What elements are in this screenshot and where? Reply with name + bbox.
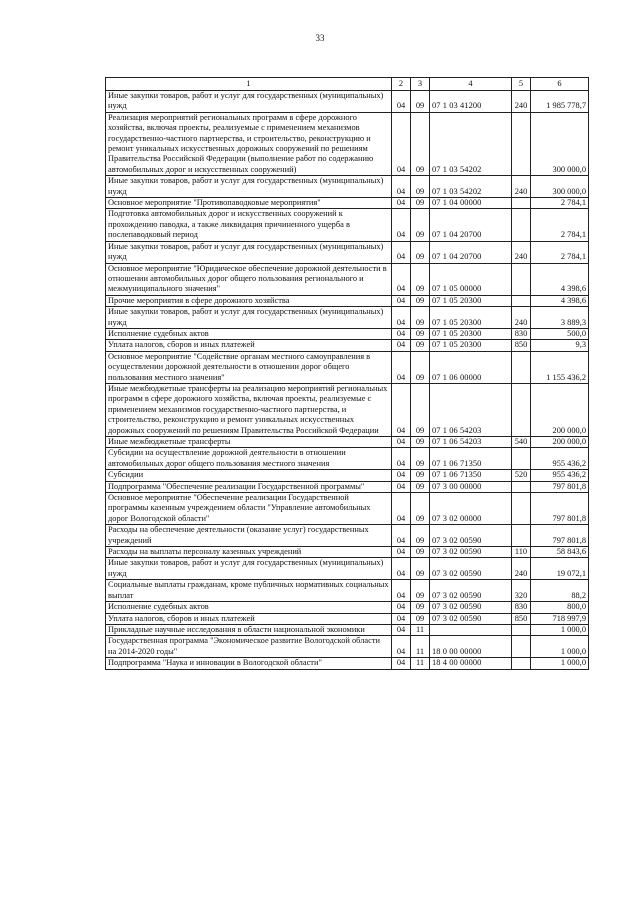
row-expense-type-code: 240 — [512, 241, 531, 263]
row-expense-type-code — [512, 351, 531, 383]
row-target-article-code: 07 3 02 00590 — [430, 547, 512, 558]
row-expense-type-code: 240 — [512, 558, 531, 580]
row-section-code: 04 — [392, 636, 411, 658]
row-description: Расходы на обеспечение деятельности (оказание услуг) государственных учреждений — [106, 525, 392, 547]
table-row — [106, 602, 589, 613]
row-expense-type-code — [512, 448, 531, 470]
row-subsection-code: 11 — [411, 658, 430, 669]
row-subsection-code: 09 — [411, 307, 430, 329]
row-subsection-code: 09 — [411, 176, 430, 198]
table-row — [106, 209, 589, 241]
table-row — [106, 613, 589, 624]
row-amount: 1 000,0 — [531, 636, 589, 658]
row-amount: 797 801,8 — [531, 525, 589, 547]
table-row — [106, 295, 589, 306]
row-subsection-code: 09 — [411, 613, 430, 624]
row-subsection-code: 09 — [411, 263, 430, 295]
row-section-code: 04 — [392, 470, 411, 481]
row-subsection-code: 09 — [411, 340, 430, 351]
row-expense-type-code: 320 — [512, 580, 531, 602]
row-subsection-code: 11 — [411, 624, 430, 635]
row-target-article-code: 07 1 05 20300 — [430, 340, 512, 351]
header-cell: 4 — [430, 78, 512, 91]
table-row — [106, 437, 589, 448]
row-subsection-code: 09 — [411, 383, 430, 436]
row-description: Социальные выплаты гражданам, кроме публичных нормативных социальных выплат — [106, 580, 392, 602]
row-description: Иные закупки товаров, работ и услуг для государственных (муниципальных) нужд — [106, 91, 392, 113]
row-expense-type-code: 830 — [512, 328, 531, 339]
header-cell: 6 — [531, 78, 589, 91]
row-target-article-code: 07 1 05 20300 — [430, 307, 512, 329]
row-target-article-code: 07 1 03 41200 — [430, 91, 512, 113]
row-description: Иные закупки товаров, работ и услуг для государственных (муниципальных) нужд — [106, 241, 392, 263]
table-row — [106, 470, 589, 481]
row-subsection-code: 09 — [411, 295, 430, 306]
row-target-article-code: 07 3 02 00590 — [430, 602, 512, 613]
row-subsection-code: 09 — [411, 112, 430, 175]
row-expense-type-code — [512, 525, 531, 547]
row-subsection-code: 09 — [411, 602, 430, 613]
table-row — [106, 658, 589, 669]
table-row — [106, 525, 589, 547]
row-expense-type-code — [512, 624, 531, 635]
row-amount: 797 801,8 — [531, 481, 589, 492]
row-description: Основное мероприятие "Противопаводковые мероприятия" — [106, 198, 392, 209]
row-amount: 2 784,1 — [531, 198, 589, 209]
row-amount: 1 985 778,7 — [531, 91, 589, 113]
row-expense-type-code — [512, 198, 531, 209]
row-amount: 797 801,8 — [531, 493, 589, 525]
row-description: Государственная программа "Экономическое развитие Вологодской области на 2014-2020 годы" — [106, 636, 392, 658]
row-amount: 1 000,0 — [531, 658, 589, 669]
row-description: Иные закупки товаров, работ и услуг для государственных (муниципальных) нужд — [106, 558, 392, 580]
row-section-code: 04 — [392, 624, 411, 635]
row-expense-type-code: 850 — [512, 613, 531, 624]
row-description: Основное мероприятие "Юридическое обеспечение дорожной деятельности в отношении автомобильных дорог общего пользования регионального и межмуниципального значения" — [106, 263, 392, 295]
row-expense-type-code — [512, 481, 531, 492]
row-subsection-code: 09 — [411, 351, 430, 383]
row-target-article-code: 07 1 06 71350 — [430, 470, 512, 481]
row-subsection-code: 09 — [411, 558, 430, 580]
row-amount: 9,3 — [531, 340, 589, 351]
table-row — [106, 383, 589, 436]
table-row — [106, 547, 589, 558]
row-expense-type-code — [512, 658, 531, 669]
table-row — [106, 493, 589, 525]
table-row — [106, 580, 589, 602]
row-amount: 300 000,0 — [531, 112, 589, 175]
row-description: Уплата налогов, сборов и иных платежей — [106, 340, 392, 351]
row-target-article-code: 07 1 06 71350 — [430, 448, 512, 470]
row-description: Реализация мероприятий региональных программ в сфере дорожного хозяйства, включая проекты, реализуемые с применением механизмов государственно-частного партнерства, и строительство, реконструкцию и ремонт уникальных искусственных дорожных сооружений по решениям Правительства Российской Федерации (выполнение работ по содержанию автомобильных дорог и искусственных сооружений) — [106, 112, 392, 175]
row-target-article-code — [430, 624, 512, 635]
table-row — [106, 481, 589, 492]
table-row — [106, 558, 589, 580]
row-description: Иные межбюджетные трансферты на реализацию мероприятий региональных программ в сфере дорожного хозяйства, включая проекты, реализуемые с применением механизмов государственно-частного партнерства, и строительство, реконструкцию и ремонт уникальных искусственных дорожных сооружений по решениям Правительства Российской Федерации — [106, 383, 392, 436]
row-amount: 1 000,0 — [531, 624, 589, 635]
row-description: Исполнение судебных актов — [106, 328, 392, 339]
table-row — [106, 112, 589, 175]
row-target-article-code: 07 1 06 54203 — [430, 437, 512, 448]
row-amount: 300 000,0 — [531, 176, 589, 198]
row-expense-type-code — [512, 383, 531, 436]
row-expense-type-code: 850 — [512, 340, 531, 351]
row-section-code: 04 — [392, 295, 411, 306]
row-subsection-code: 09 — [411, 328, 430, 339]
row-amount: 4 398,6 — [531, 295, 589, 306]
row-description: Расходы на выплаты персоналу казенных учреждений — [106, 547, 392, 558]
row-amount: 58 843,6 — [531, 547, 589, 558]
row-description: Исполнение судебных актов — [106, 602, 392, 613]
row-section-code: 04 — [392, 328, 411, 339]
row-section-code: 04 — [392, 481, 411, 492]
row-expense-type-code — [512, 209, 531, 241]
row-amount: 19 072,1 — [531, 558, 589, 580]
row-section-code: 04 — [392, 602, 411, 613]
table-row — [106, 448, 589, 470]
row-expense-type-code — [512, 493, 531, 525]
row-subsection-code: 09 — [411, 547, 430, 558]
table-row — [106, 307, 589, 329]
row-expense-type-code: 240 — [512, 91, 531, 113]
row-subsection-code: 09 — [411, 493, 430, 525]
table-row — [106, 636, 589, 658]
row-target-article-code: 07 3 00 00000 — [430, 481, 512, 492]
table-header-row — [106, 78, 589, 91]
row-target-article-code: 07 1 04 00000 — [430, 198, 512, 209]
table-row — [106, 91, 589, 113]
row-description: Прочие мероприятия в сфере дорожного хозяйства — [106, 295, 392, 306]
row-subsection-code: 09 — [411, 198, 430, 209]
row-section-code: 04 — [392, 437, 411, 448]
row-amount: 4 398,6 — [531, 263, 589, 295]
row-target-article-code: 07 1 05 00000 — [430, 263, 512, 295]
row-section-code: 04 — [392, 112, 411, 175]
row-target-article-code: 07 1 05 20300 — [430, 295, 512, 306]
row-subsection-code: 09 — [411, 580, 430, 602]
row-subsection-code: 09 — [411, 437, 430, 448]
row-subsection-code: 09 — [411, 209, 430, 241]
table-row — [106, 198, 589, 209]
row-section-code: 04 — [392, 176, 411, 198]
table-row — [106, 328, 589, 339]
header-cell: 2 — [392, 78, 411, 91]
row-amount: 200 000,0 — [531, 383, 589, 436]
row-amount: 718 997,9 — [531, 613, 589, 624]
row-section-code: 04 — [392, 547, 411, 558]
row-description: Субсидии — [106, 470, 392, 481]
row-target-article-code: 07 1 06 54203 — [430, 383, 512, 436]
row-expense-type-code — [512, 112, 531, 175]
row-subsection-code: 09 — [411, 525, 430, 547]
row-subsection-code: 09 — [411, 470, 430, 481]
row-section-code: 04 — [392, 613, 411, 624]
row-expense-type-code — [512, 263, 531, 295]
table-row — [106, 263, 589, 295]
row-expense-type-code: 540 — [512, 437, 531, 448]
row-description: Уплата налогов, сборов и иных платежей — [106, 613, 392, 624]
row-section-code: 04 — [392, 351, 411, 383]
table-row — [106, 241, 589, 263]
header-cell: 5 — [512, 78, 531, 91]
row-amount: 800,0 — [531, 602, 589, 613]
row-subsection-code: 09 — [411, 91, 430, 113]
row-target-article-code: 07 3 02 00590 — [430, 613, 512, 624]
row-section-code: 04 — [392, 340, 411, 351]
row-expense-type-code: 240 — [512, 176, 531, 198]
row-subsection-code: 09 — [411, 448, 430, 470]
row-expense-type-code: 830 — [512, 602, 531, 613]
header-cell: 1 — [106, 78, 392, 91]
row-amount: 88,2 — [531, 580, 589, 602]
row-amount: 2 784,1 — [531, 209, 589, 241]
row-description: Подпрограмма "Наука и инновации в Вологодской области" — [106, 658, 392, 669]
row-expense-type-code: 240 — [512, 307, 531, 329]
row-amount: 200 000,0 — [531, 437, 589, 448]
row-section-code: 04 — [392, 580, 411, 602]
row-amount: 3 889,3 — [531, 307, 589, 329]
row-expense-type-code: 520 — [512, 470, 531, 481]
row-section-code: 04 — [392, 493, 411, 525]
row-expense-type-code: 110 — [512, 547, 531, 558]
row-description: Основное мероприятие "Содействие органам местного самоуправления в осуществлении дорожной деятельности в отношении дорог общего пользования местного значения" — [106, 351, 392, 383]
page-number: 33 — [315, 33, 325, 43]
row-amount: 955 436,2 — [531, 470, 589, 481]
row-subsection-code: 11 — [411, 636, 430, 658]
row-section-code: 04 — [392, 307, 411, 329]
table-row — [106, 351, 589, 383]
row-description: Иные закупки товаров, работ и услуг для государственных (муниципальных) нужд — [106, 307, 392, 329]
row-section-code: 04 — [392, 198, 411, 209]
row-section-code: 04 — [392, 448, 411, 470]
row-section-code: 04 — [392, 91, 411, 113]
row-description: Основное мероприятие "Обеспечение реализации Государственной программы казенным учреждением области "Управление автомобильных дорог Вологодской области" — [106, 493, 392, 525]
row-expense-type-code — [512, 295, 531, 306]
row-section-code: 04 — [392, 263, 411, 295]
row-amount: 1 155 436,2 — [531, 351, 589, 383]
row-target-article-code: 07 3 02 00590 — [430, 525, 512, 547]
row-description: Подпрограмма "Обеспечение реализации Государственной программы" — [106, 481, 392, 492]
row-section-code: 04 — [392, 525, 411, 547]
row-description: Субсидии на осуществление дорожной деятельности в отношении автомобильных дорог общего пользования местного значения — [106, 448, 392, 470]
row-target-article-code: 07 1 05 20300 — [430, 328, 512, 339]
budget-table — [105, 77, 589, 670]
row-target-article-code: 07 1 04 20700 — [430, 209, 512, 241]
row-section-code: 04 — [392, 241, 411, 263]
row-subsection-code: 09 — [411, 481, 430, 492]
table-row — [106, 340, 589, 351]
header-cell: 3 — [411, 78, 430, 91]
row-target-article-code: 18 4 00 00000 — [430, 658, 512, 669]
row-subsection-code: 09 — [411, 241, 430, 263]
row-description: Подготовка автомобильных дорог и искусственных сооружений к прохождению паводка, а также ликвидация причиненного ущерба в послепаводковый период — [106, 209, 392, 241]
row-target-article-code: 07 1 04 20700 — [430, 241, 512, 263]
row-section-code: 04 — [392, 658, 411, 669]
row-description: Иные закупки товаров, работ и услуг для государственных (муниципальных) нужд — [106, 176, 392, 198]
row-section-code: 04 — [392, 558, 411, 580]
row-target-article-code: 07 3 02 00590 — [430, 580, 512, 602]
row-expense-type-code — [512, 636, 531, 658]
row-target-article-code: 07 1 03 54202 — [430, 112, 512, 175]
row-target-article-code: 07 3 02 00000 — [430, 493, 512, 525]
row-amount: 2 784,1 — [531, 241, 589, 263]
row-section-code: 04 — [392, 209, 411, 241]
row-target-article-code: 07 1 06 00000 — [430, 351, 512, 383]
row-target-article-code: 18 0 00 00000 — [430, 636, 512, 658]
row-target-article-code: 07 1 03 54202 — [430, 176, 512, 198]
table-row — [106, 176, 589, 198]
row-description: Иные межбюджетные трансферты — [106, 437, 392, 448]
row-amount: 500,0 — [531, 328, 589, 339]
row-amount: 955 436,2 — [531, 448, 589, 470]
row-section-code: 04 — [392, 383, 411, 436]
row-target-article-code: 07 3 02 00590 — [430, 558, 512, 580]
row-description: Прикладные научные исследования в области национальной экономики — [106, 624, 392, 635]
table-row — [106, 624, 589, 635]
